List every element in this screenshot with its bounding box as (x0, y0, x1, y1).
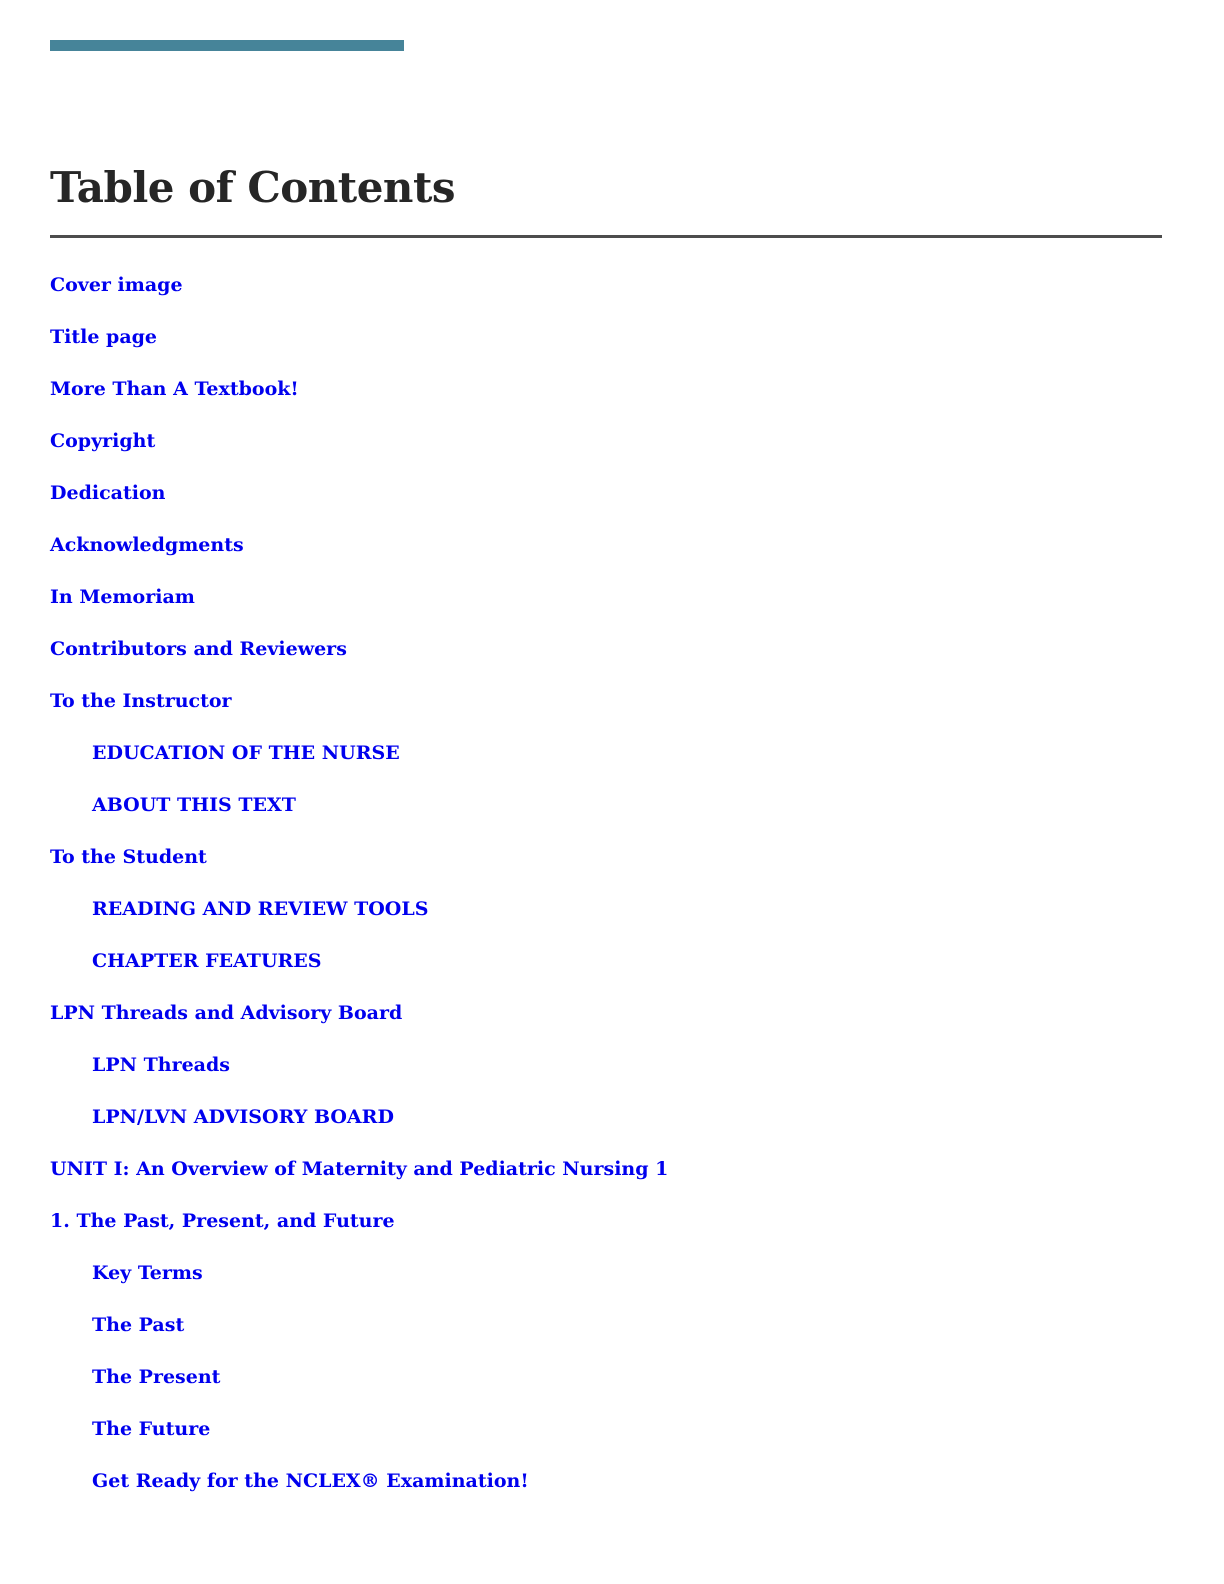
toc-sublink[interactable]: ABOUT THIS TEXT (92, 794, 296, 816)
toc-entry (0, 425, 1224, 477)
toc-entry (0, 893, 1224, 945)
toc-link[interactable]: LPN Threads and Advisory Board (50, 1002, 403, 1024)
toc-entry (0, 737, 1224, 789)
toc-sublink[interactable]: The Present (92, 1366, 221, 1388)
toc-sublink[interactable]: LPN/LVN ADVISORY BOARD (92, 1106, 394, 1128)
toc-entry (0, 529, 1224, 581)
toc-entry (0, 321, 1224, 373)
toc-link[interactable]: Dedication (50, 482, 166, 504)
toc-link[interactable]: UNIT I: An Overview of Maternity and Pediatric Nursing 1 (50, 1158, 669, 1180)
toc-entry (0, 373, 1224, 425)
toc-sublink[interactable]: READING AND REVIEW TOOLS (92, 898, 429, 920)
toc-link[interactable]: More Than A Textbook! (50, 378, 299, 400)
toc-entry (0, 1153, 1224, 1205)
toc-link[interactable]: Contributors and Reviewers (50, 638, 347, 660)
toc-link[interactable]: Copyright (50, 430, 156, 452)
toc-entry (0, 1309, 1224, 1361)
toc-entry (0, 477, 1224, 529)
toc-entry (0, 269, 1224, 321)
toc-entry (0, 1205, 1224, 1257)
table-of-contents (0, 269, 1224, 1517)
toc-link[interactable]: In Memoriam (50, 586, 195, 608)
toc-link[interactable]: To the Student (50, 846, 207, 868)
toc-entry (0, 685, 1224, 737)
toc-link[interactable]: Title page (50, 326, 158, 348)
toc-entry (0, 1361, 1224, 1413)
toc-entry (0, 945, 1224, 997)
toc-entry (0, 1413, 1224, 1465)
toc-entry (0, 789, 1224, 841)
toc-entry (0, 1049, 1224, 1101)
toc-sublink[interactable]: LPN Threads (92, 1054, 230, 1076)
toc-link[interactable]: 1. The Past, Present, and Future (50, 1210, 395, 1232)
toc-sublink[interactable]: CHAPTER FEATURES (92, 950, 322, 972)
toc-link[interactable]: Acknowledgments (50, 534, 244, 556)
toc-entry (0, 841, 1224, 893)
toc-entry (0, 633, 1224, 685)
toc-entry (0, 581, 1224, 633)
toc-sublink[interactable]: EDUCATION OF THE NURSE (92, 742, 400, 764)
title-divider (50, 235, 1162, 238)
toc-entry (0, 1257, 1224, 1309)
toc-entry (0, 997, 1224, 1049)
toc-link[interactable]: To the Instructor (50, 690, 232, 712)
toc-entry (0, 1465, 1224, 1517)
toc-sublink[interactable]: The Future (92, 1418, 211, 1440)
toc-entry (0, 1101, 1224, 1153)
toc-sublink[interactable]: Key Terms (92, 1262, 203, 1284)
page-title: Table of Contents (50, 163, 455, 212)
toc-sublink[interactable]: The Past (92, 1314, 185, 1336)
toc-sublink[interactable]: Get Ready for the NCLEX® Examination! (92, 1470, 529, 1492)
header-accent-bar (50, 40, 404, 51)
toc-link[interactable]: Cover image (50, 274, 183, 296)
